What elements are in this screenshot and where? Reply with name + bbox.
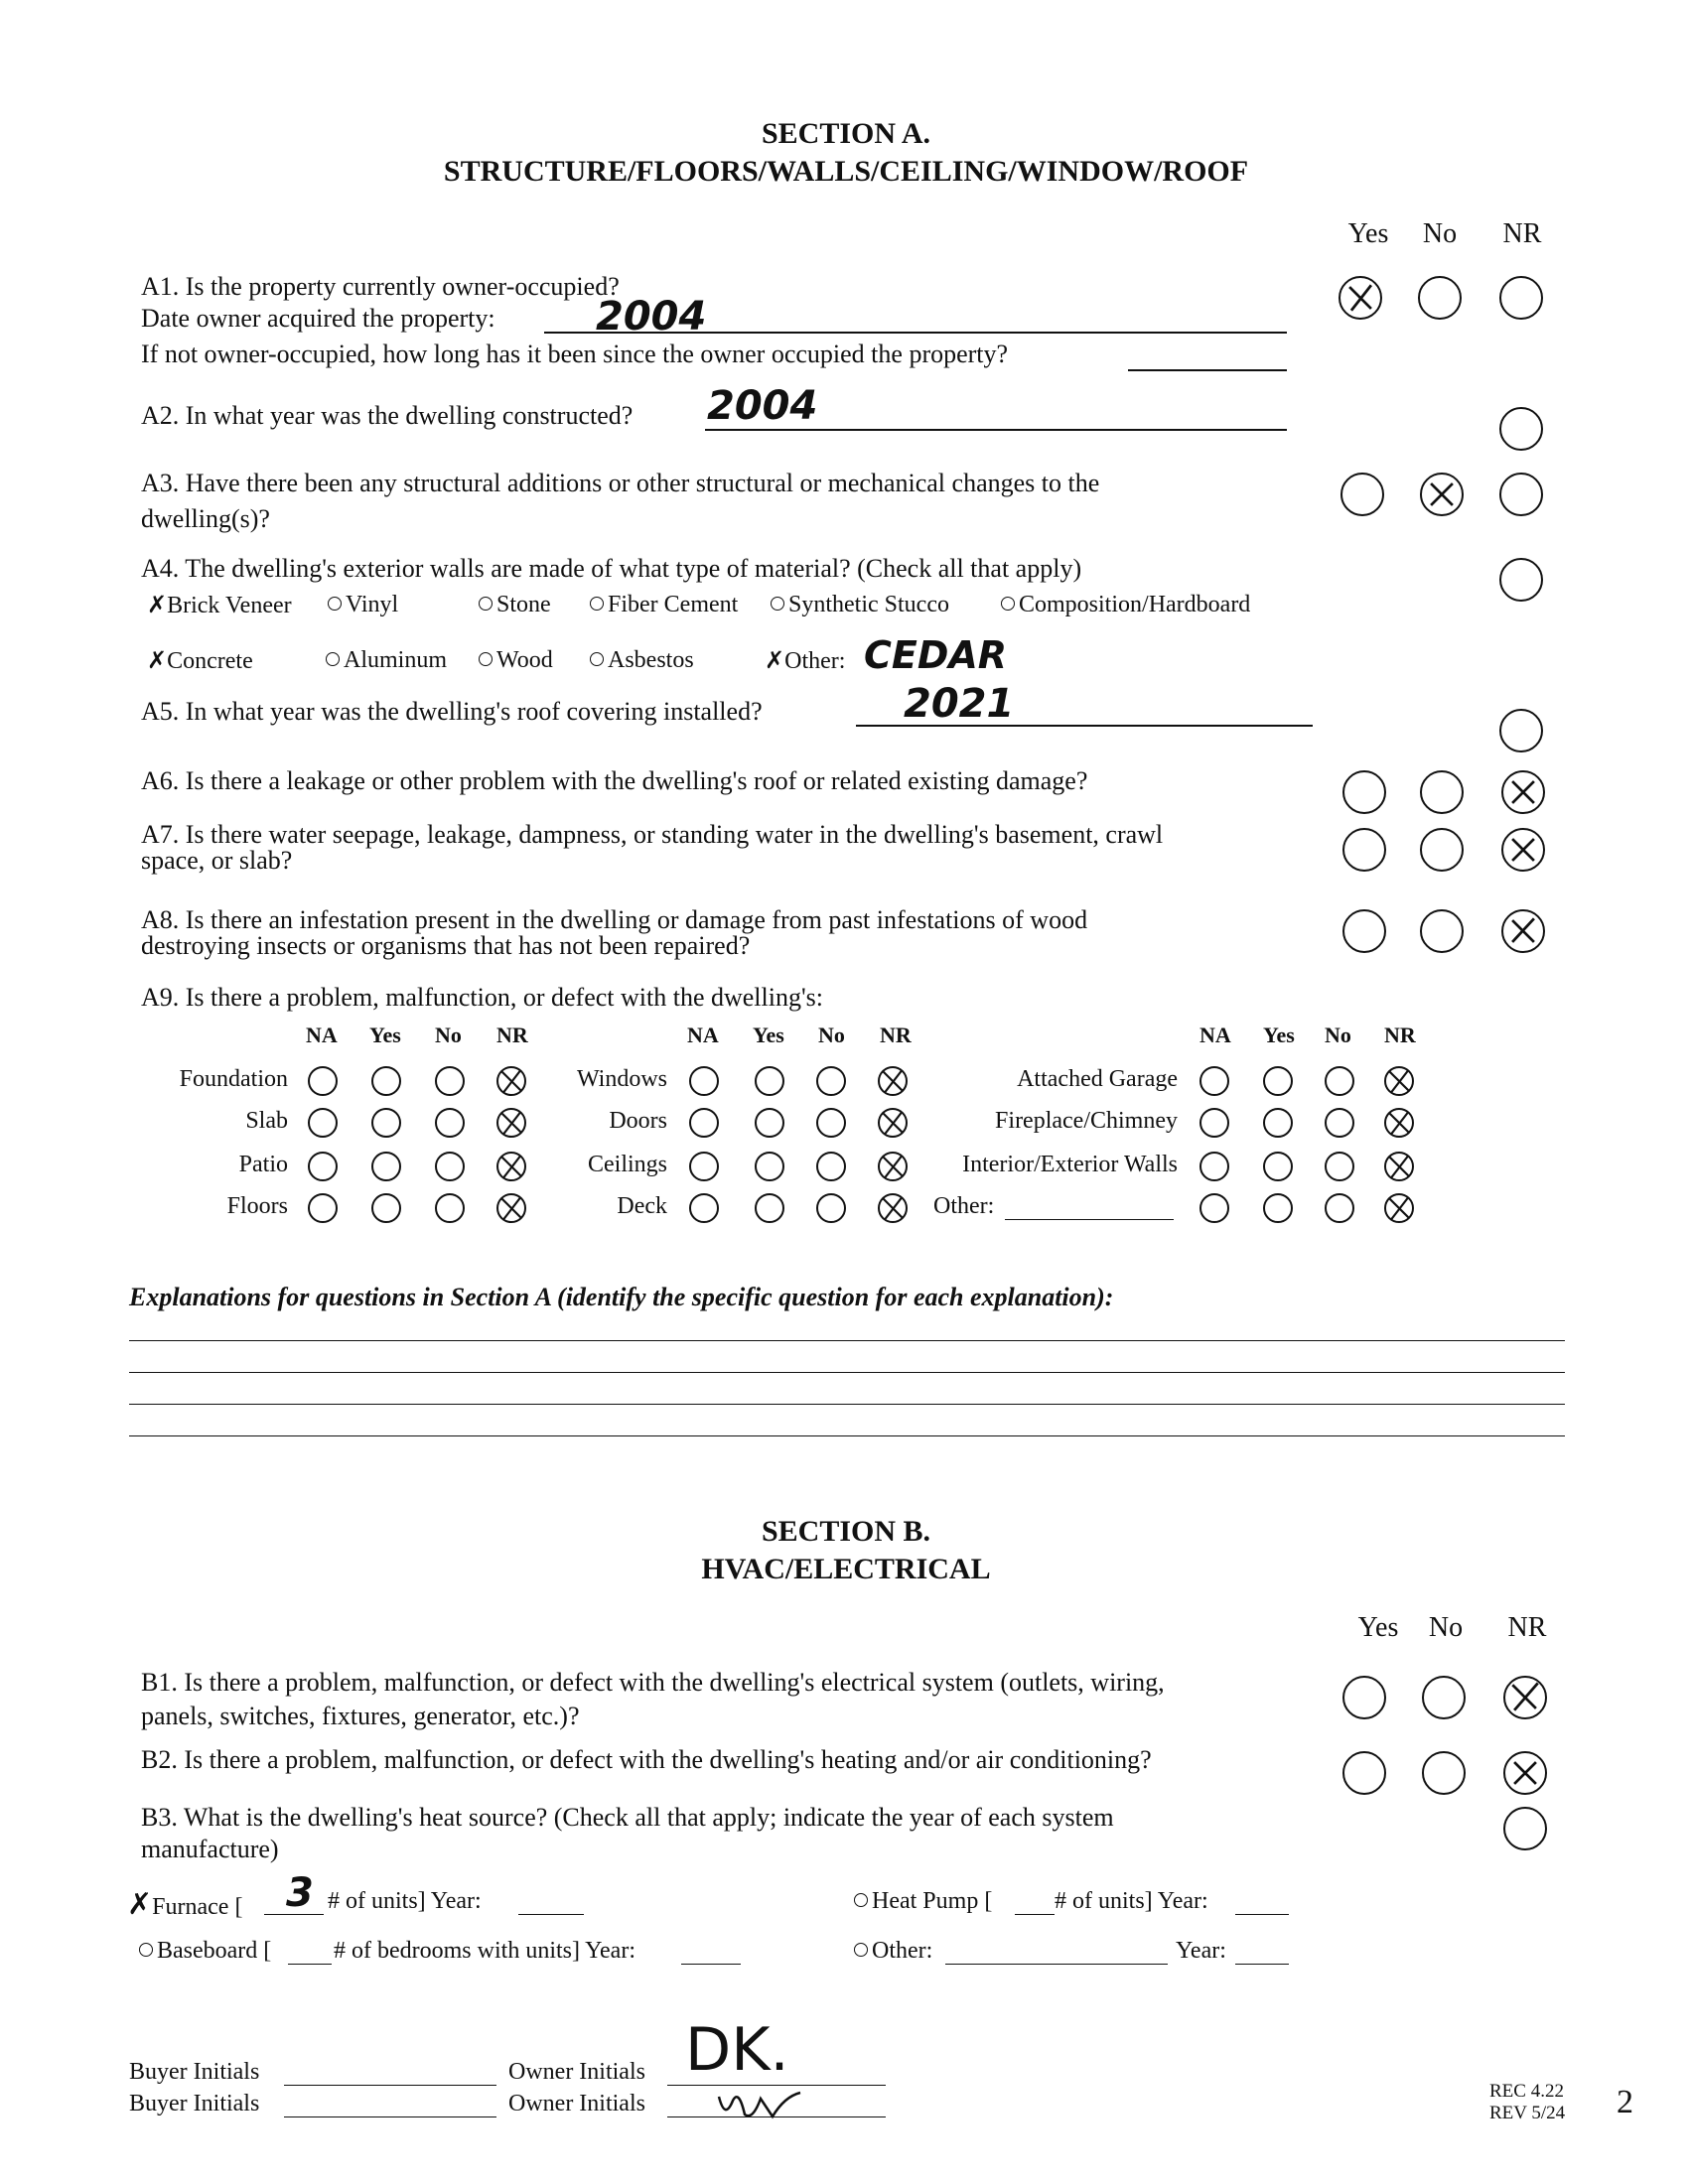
b3-question-line1: B3. What is the dwelling's heat source? (Check all that apply; indicate the year of each system (141, 1803, 1114, 1832)
owner-initials-label-1: Owner Initials (508, 2059, 645, 2085)
a2-value[interactable]: 2004 (707, 383, 818, 429)
b3-baseboard-year-line[interactable] (681, 1964, 741, 1965)
a3-yes-radio[interactable] (1340, 473, 1384, 516)
a9-foundation-na-radio[interactable] (308, 1066, 338, 1096)
a9-g3-col-na: NA (1199, 1023, 1231, 1047)
a4-other-value[interactable]: CEDAR (864, 633, 1008, 677)
a9-deck-yes-radio[interactable] (755, 1193, 784, 1223)
owner-initials-signature[interactable]: DK. (685, 2015, 789, 2085)
a9-windows-na-radio[interactable] (689, 1066, 719, 1096)
b3-other-year-line[interactable] (1235, 1964, 1289, 1965)
a8-question-line1: A8. Is there an infestation present in the dwelling or damage from past infestations of wood (141, 905, 1088, 934)
b1-question-line2: panels, switches, fixtures, generator, etc.)? (141, 1702, 580, 1730)
a9-fireplace-chimney-na-radio[interactable] (1199, 1108, 1229, 1138)
a9-patio-yes-radio[interactable] (371, 1152, 401, 1181)
b3-furnace-units-line (264, 1914, 324, 1915)
owner-initials-label-2: Owner Initials (508, 2091, 645, 2116)
a9-g1-col-na: NA (306, 1023, 338, 1047)
a3-no-radio[interactable] (1420, 473, 1464, 516)
a2-nr-radio[interactable] (1499, 407, 1543, 451)
owner-initials-squiggle-icon (715, 2087, 814, 2122)
b2-no-radio[interactable] (1422, 1751, 1466, 1795)
a9-g3-col-nr: NR (1384, 1023, 1416, 1047)
a9-other-na-radio[interactable] (1199, 1193, 1229, 1223)
a3-nr-radio[interactable] (1499, 473, 1543, 516)
a9-deck-na-radio[interactable] (689, 1193, 719, 1223)
a9-label-floors: Floors (226, 1193, 288, 1219)
b3-nr-radio[interactable] (1503, 1807, 1547, 1850)
a6-nr-radio[interactable] (1501, 770, 1545, 814)
a9-label-patio: Patio (238, 1152, 288, 1177)
a8-no-radio[interactable] (1420, 909, 1464, 953)
a9-g1-col-no: No (435, 1023, 462, 1047)
a9-windows-nr-radio[interactable] (878, 1066, 908, 1096)
a1-nr-radio[interactable] (1499, 276, 1543, 320)
b1-nr-radio[interactable] (1503, 1676, 1547, 1719)
b3-furnace-units[interactable]: 3 (286, 1870, 314, 1916)
a9-interior-exterior-walls-na-radio[interactable] (1199, 1152, 1229, 1181)
b3-other-option[interactable]: Other: (854, 1938, 932, 1966)
a1-date-label: Date owner acquired the property: (141, 304, 495, 333)
a9-label-other: Other: (933, 1193, 995, 1219)
b2-question: B2. Is there a problem, malfunction, or defect with the dwelling's heating and/or air conditioning? (141, 1745, 1152, 1774)
a5-nr-radio[interactable] (1499, 709, 1543, 752)
b2-yes-radio[interactable] (1342, 1751, 1386, 1795)
a6-no-radio[interactable] (1420, 770, 1464, 814)
section-a-heading: SECTION A. (761, 117, 931, 150)
a9-other-no-radio[interactable] (1325, 1193, 1354, 1223)
a1-notocc-label: If not owner-occupied, how long has it been since the owner occupied the property? (141, 340, 1009, 368)
a8-question-line2: destroying insects or organisms that has not been repaired? (141, 931, 751, 960)
a9-other-yes-radio[interactable] (1263, 1193, 1293, 1223)
b1-no-radio[interactable] (1422, 1676, 1466, 1719)
a3-question-line2: dwelling(s)? (141, 504, 270, 533)
a9-label-windows: Windows (576, 1066, 667, 1092)
buyer-initials-line-2[interactable] (284, 2116, 496, 2117)
col-nr: NR (1502, 218, 1542, 249)
buyer-initials-label-2: Buyer Initials (129, 2091, 260, 2116)
a9-floors-yes-radio[interactable] (371, 1193, 401, 1223)
col-yes: Yes (1347, 218, 1389, 249)
b3-heatpump-option[interactable]: Heat Pump [ (854, 1888, 992, 1916)
a9-attached-garage-yes-radio[interactable] (1263, 1066, 1293, 1096)
a9-g3-col-no: No (1325, 1023, 1351, 1047)
a9-ceilings-no-radio[interactable] (816, 1152, 846, 1181)
b3-heatpump-tail: # of units] Year: (1055, 1888, 1208, 1914)
a7-question-line1: A7. Is there water seepage, leakage, dampness, or standing water in the dwelling's basement, crawl (141, 820, 1164, 849)
a9-floors-no-radio[interactable] (435, 1193, 465, 1223)
b1-question-line1: B1. Is there a problem, malfunction, or defect with the dwelling's electrical system (outlets, wiring, (141, 1668, 1165, 1697)
a9-attached-garage-no-radio[interactable] (1325, 1066, 1354, 1096)
a4-opt-brick[interactable]: ✗Brick Veneer (147, 591, 292, 618)
a9-doors-nr-radio[interactable] (878, 1108, 908, 1138)
a9-interior-exterior-walls-no-radio[interactable] (1325, 1152, 1354, 1181)
a9-windows-no-radio[interactable] (816, 1066, 846, 1096)
a4-opt-stone[interactable]: Stone (479, 592, 551, 619)
a9-deck-nr-radio[interactable] (878, 1193, 908, 1223)
a9-patio-nr-radio[interactable] (496, 1152, 526, 1181)
a9-doors-no-radio[interactable] (816, 1108, 846, 1138)
a9-slab-yes-radio[interactable] (371, 1108, 401, 1138)
a4-question: A4. The dwelling's exterior walls are made of what type of material? (Check all that apply) (141, 554, 1082, 583)
a2-line (705, 429, 1287, 431)
b3-other-line[interactable] (945, 1964, 1168, 1965)
b2-nr-radio[interactable] (1503, 1751, 1547, 1795)
form-code: REC 4.22 (1489, 2081, 1564, 2102)
a9-foundation-yes-radio[interactable] (371, 1066, 401, 1096)
a1-yes-radio[interactable] (1339, 276, 1382, 320)
a5-value[interactable]: 2021 (904, 681, 1015, 727)
b3-baseboard-tail: # of bedrooms with units] Year: (334, 1938, 635, 1964)
section-b-subheading: HVAC/ELECTRICAL (701, 1553, 991, 1585)
a4-opt-composition[interactable]: Composition/Hardboard (1001, 592, 1250, 619)
section-a-explanations-label: Explanations for questions in Section A (identify the specific question for each explanation): (129, 1283, 1114, 1311)
b-col-no: No (1428, 1612, 1464, 1643)
b3-heatpump-units-line[interactable] (1015, 1914, 1055, 1915)
a4-opt-wood[interactable]: Wood (479, 647, 553, 675)
b3-furnace-year-line[interactable] (518, 1914, 584, 1915)
a4-opt-aluminum[interactable]: Aluminum (326, 647, 447, 675)
a9-interior-exterior-walls-yes-radio[interactable] (1263, 1152, 1293, 1181)
a6-yes-radio[interactable] (1342, 770, 1386, 814)
a9-label-deck: Deck (617, 1193, 667, 1219)
b1-yes-radio[interactable] (1342, 1676, 1386, 1719)
b3-other-year-label: Year: (1176, 1938, 1226, 1964)
a9-ceilings-nr-radio[interactable] (878, 1152, 908, 1181)
a9-ceilings-yes-radio[interactable] (755, 1152, 784, 1181)
a9-g2-col-na: NA (687, 1023, 719, 1047)
a9-label-fireplace: Fireplace/Chimney (995, 1108, 1178, 1134)
b3-furnace-tail: # of units] Year: (328, 1888, 482, 1914)
a4-opt-synthetic-stucco[interactable]: Synthetic Stucco (771, 592, 949, 619)
section-a-subheading: STRUCTURE/FLOORS/WALLS/CEILING/WINDOW/ROOF (443, 155, 1249, 188)
a9-fireplace-chimney-nr-radio[interactable] (1384, 1108, 1414, 1138)
section-b-heading: SECTION B. (761, 1515, 931, 1548)
b-col-yes: Yes (1357, 1612, 1399, 1643)
a5-question: A5. In what year was the dwelling's roof covering installed? (141, 697, 763, 726)
a4-opt-fiber-cement[interactable]: Fiber Cement (590, 592, 738, 619)
col-no: No (1422, 218, 1458, 249)
a9-foundation-no-radio[interactable] (435, 1066, 465, 1096)
a9-foundation-nr-radio[interactable] (496, 1066, 526, 1096)
a7-question-line2: space, or slab? (141, 846, 293, 875)
a9-ceilings-na-radio[interactable] (689, 1152, 719, 1181)
b3-furnace-option[interactable]: ✗Furnace [ (127, 1887, 243, 1922)
a9-interior-exterior-walls-nr-radio[interactable] (1384, 1152, 1414, 1181)
a7-yes-radio[interactable] (1342, 828, 1386, 872)
b3-question-line2: manufacture) (141, 1835, 279, 1863)
a9-slab-nr-radio[interactable] (496, 1108, 526, 1138)
a9-label-walls: Interior/Exterior Walls (962, 1152, 1178, 1177)
explanation-line-4[interactable] (129, 1435, 1565, 1436)
a9-label-doors: Doors (609, 1108, 667, 1134)
a1-question: A1. Is the property currently owner-occupied? (141, 272, 620, 301)
explanation-line-3[interactable] (129, 1404, 1565, 1405)
a9-attached-garage-na-radio[interactable] (1199, 1066, 1229, 1096)
a4-opt-concrete[interactable]: ✗Concrete (147, 646, 253, 674)
a9-floors-na-radio[interactable] (308, 1193, 338, 1223)
a4-opt-vinyl[interactable]: Vinyl (328, 592, 398, 619)
buyer-initials-label-1: Buyer Initials (129, 2059, 260, 2085)
a6-question: A6. Is there a leakage or other problem with the dwelling's roof or related existing damage? (141, 766, 1088, 795)
a9-label-ceilings: Ceilings (587, 1152, 667, 1177)
a9-g2-col-yes: Yes (753, 1023, 784, 1047)
b-col-nr: NR (1507, 1612, 1547, 1643)
a9-label-foundation: Foundation (179, 1066, 288, 1092)
a9-doors-yes-radio[interactable] (755, 1108, 784, 1138)
a9-fireplace-chimney-no-radio[interactable] (1325, 1108, 1354, 1138)
a4-nr-radio[interactable] (1499, 558, 1543, 602)
a9-g2-col-no: No (818, 1023, 845, 1047)
explanation-line-1[interactable] (129, 1340, 1565, 1341)
a9-slab-no-radio[interactable] (435, 1108, 465, 1138)
a9-attached-garage-nr-radio[interactable] (1384, 1066, 1414, 1096)
b3-baseboard-units-line[interactable] (288, 1964, 332, 1965)
a9-label-attached-garage: Attached Garage (1017, 1066, 1178, 1092)
a9-floors-nr-radio[interactable] (496, 1193, 526, 1223)
owner-initials-line-1[interactable] (667, 2085, 886, 2086)
a9-g1-col-yes: Yes (369, 1023, 401, 1047)
a9-question: A9. Is there a problem, malfunction, or defect with the dwelling's: (141, 983, 823, 1012)
a9-deck-no-radio[interactable] (816, 1193, 846, 1223)
a9-g1-col-nr: NR (496, 1023, 528, 1047)
a8-nr-radio[interactable] (1501, 909, 1545, 953)
b3-baseboard-option[interactable]: Baseboard [ (139, 1938, 271, 1966)
a9-slab-na-radio[interactable] (308, 1108, 338, 1138)
a9-doors-na-radio[interactable] (689, 1108, 719, 1138)
buyer-initials-line-1[interactable] (284, 2085, 496, 2086)
b3-heatpump-year-line[interactable] (1235, 1914, 1289, 1915)
page-number: 2 (1617, 2084, 1633, 2120)
a1-date-value[interactable]: 2004 (596, 294, 707, 340)
a2-question: A2. In what year was the dwelling constructed? (141, 401, 634, 430)
a9-label-slab: Slab (245, 1108, 288, 1134)
a9-g3-col-yes: Yes (1263, 1023, 1295, 1047)
a9-patio-na-radio[interactable] (308, 1152, 338, 1181)
a7-no-radio[interactable] (1420, 828, 1464, 872)
a4-opt-other[interactable]: ✗Other: (765, 646, 846, 674)
a9-g2-col-nr: NR (880, 1023, 912, 1047)
a1-no-radio[interactable] (1418, 276, 1462, 320)
a9-other-nr-radio[interactable] (1384, 1193, 1414, 1223)
a7-nr-radio[interactable] (1501, 828, 1545, 872)
a1-notocc-line[interactable] (1128, 369, 1287, 371)
explanation-line-2[interactable] (129, 1372, 1565, 1373)
a9-windows-yes-radio[interactable] (755, 1066, 784, 1096)
a3-question-line1: A3. Have there been any structural additions or other structural or mechanical changes to the (141, 469, 1100, 497)
a4-opt-asbestos[interactable]: Asbestos (590, 647, 694, 675)
a9-patio-no-radio[interactable] (435, 1152, 465, 1181)
a9-fireplace-chimney-yes-radio[interactable] (1263, 1108, 1293, 1138)
a8-yes-radio[interactable] (1342, 909, 1386, 953)
form-rev: REV 5/24 (1489, 2103, 1566, 2123)
a9-other-line[interactable] (1005, 1219, 1174, 1220)
